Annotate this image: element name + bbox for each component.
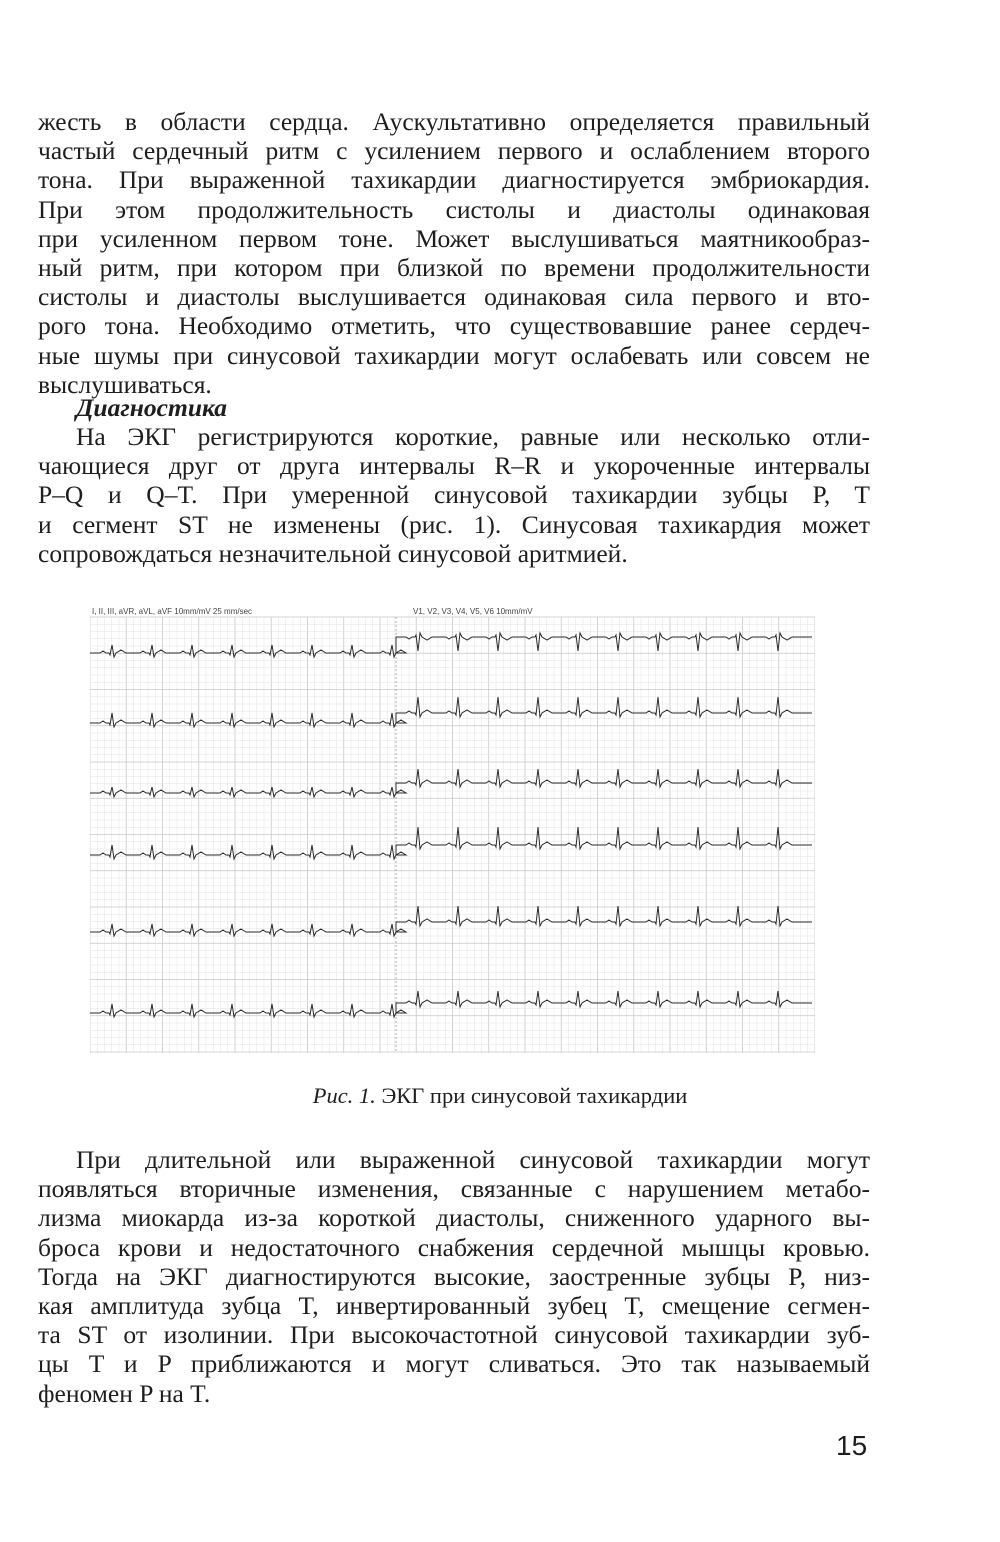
body-paragraph-3 (38, 1145, 870, 1408)
ecg-header-limb-leads: I, II, III, aVR, aVL, aVF 10mm/mV 25 mm/sec (92, 607, 253, 616)
text-line: рого тона. Необходимо отметить, что существовавшие ранее сердеч- (38, 311, 870, 341)
text-line: P–Q и Q–T. При умеренной синусовой тахикардии зубцы P, T (38, 480, 870, 510)
text-line: сопровождаться незначительной синусовой аритмией. (38, 538, 628, 568)
text-line: кая амплитуда зубца T, инвертированный зубец T, смещение сегмен- (38, 1291, 870, 1321)
text-line: феномен P на T. (38, 1378, 211, 1408)
text-line: При этом продолжительность систолы и диастолы одинаковая (38, 194, 870, 224)
text-line: та ST от изолинии. При высокочастотной синусовой тахикардии зуб- (38, 1320, 870, 1350)
text-line: цы T и P приближаются и могут сливаться. Это так называемый (38, 1349, 870, 1379)
caption-label: Рис. 1. (312, 1083, 376, 1108)
text-line: тона. При выраженной тахикардии диагностируется эмбриокардия. (38, 165, 870, 195)
ecg-traces (90, 633, 812, 1017)
text-line: ный ритм, при котором при близкой по времени продолжительности (38, 253, 870, 283)
ecg-figure (90, 605, 815, 1053)
body-paragraph-1 (38, 107, 870, 399)
caption-text: ЭКГ при синусовой тахикардии (375, 1083, 688, 1108)
ecg-header-chest-leads: V1, V2, V3, V4, V5, V6 10mm/mV (413, 607, 533, 616)
ecg-grid (90, 617, 815, 1053)
text-line: появляться вторичные изменения, связанные с нарушением метабо- (38, 1174, 870, 1204)
text-line: броса крови и недостаточного снабжения сердечной мышцы кровью. (38, 1232, 870, 1262)
text-line: ные шумы при синусовой тахикардии могут ослабевать или совсем не (38, 340, 870, 370)
text-line: жесть в области сердца. Аускультативно определяется правильный (38, 107, 870, 136)
ecg-trace-row-2 (90, 697, 812, 727)
text-line: при усиленном первом тоне. Может выслушиваться маятникообраз- (38, 223, 870, 253)
ecg-trace-row-5 (90, 906, 812, 936)
figure-caption (0, 1083, 1000, 1109)
text-line: На ЭКГ регистрируются короткие, равные или несколько отли- (76, 422, 870, 451)
ecg-trace-row-3 (90, 769, 812, 797)
text-line: выслушиваться. (38, 369, 212, 399)
ecg-trace-row-4 (90, 827, 812, 859)
body-paragraph-2 (38, 422, 870, 568)
text-line: Тогда на ЭКГ диагностируются высокие, заостренные зубцы P, низ- (38, 1261, 870, 1291)
text-line: чающиеся друг от друга интервалы R–R и укороченные интервалы (38, 451, 870, 481)
text-line: лизма миокарда из-за короткой диастолы, сниженного ударного вы- (38, 1203, 870, 1233)
text-line: систолы и диастолы выслушивается одинаковая сила первого и вто- (38, 282, 870, 312)
text-line: частый сердечный ритм с усилением первого и ослаблением второго (38, 136, 870, 166)
text-line: При длительной или выраженной синусовой тахикардии могут (76, 1145, 870, 1174)
section-heading: Диагностика (76, 393, 228, 422)
page-number: 15 (836, 1430, 868, 1461)
text-line: и сегмент ST не изменены (рис. 1). Синусовая тахикардия может (38, 509, 870, 539)
ecg-trace-row-6 (90, 991, 812, 1017)
